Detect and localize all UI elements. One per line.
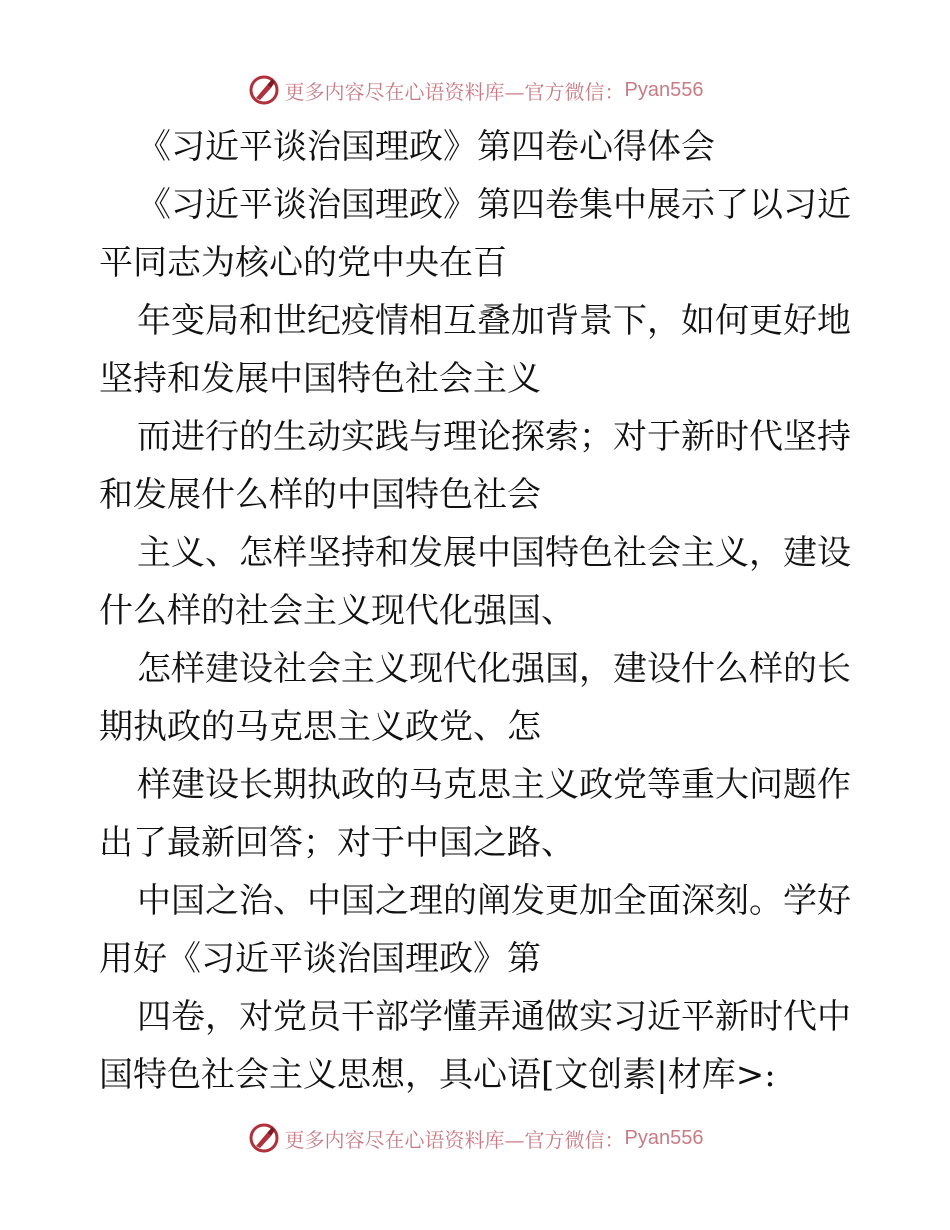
paragraph-line: 出了最新回答；对于中国之路、	[99, 823, 575, 863]
watermark-text: 更多内容尽在心语资料库—官方微信：	[284, 1127, 625, 1152]
paragraph-line: 年变局和世纪疫情相互叠加背景下，如何更好地	[137, 301, 851, 341]
watermark-text: 更多内容尽在心语资料库—官方微信：	[284, 79, 625, 104]
paragraph-line: 什么样的社会主义现代化强国、	[99, 591, 575, 631]
paragraph-line: 期执政的马克思主义政党、怎	[99, 707, 541, 747]
paragraph-line: 国特色社会主义思想，具心语[文创素|材库>:	[99, 1055, 776, 1095]
document-title: 《习近平谈治国理政》第四卷心得体会	[137, 127, 715, 167]
paragraph-line: 而进行的生动实践与理论探索；对于新时代坚持	[137, 417, 851, 457]
pen-nib-circle-icon	[247, 1121, 281, 1155]
document-body	[99, 118, 859, 1104]
paragraph-line: 样建设长期执政的马克思主义政党等重大问题作	[137, 765, 851, 805]
footer-watermark	[0, 1118, 950, 1158]
watermark-wechat-id: Pyan556	[624, 1126, 704, 1149]
paragraph-line: 主义、怎样坚持和发展中国特色社会主义，建设	[137, 533, 851, 573]
paragraph-line: 《习近平谈治国理政》第四卷集中展示了以习近	[137, 185, 851, 225]
paragraph-line: 四卷，对党员干部学懂弄通做实习近平新时代中	[137, 997, 851, 1037]
paragraph-line: 用好《习近平谈治国理政》第	[99, 939, 541, 979]
paragraph-line: 怎样建设社会主义现代化强国，建设什么样的长	[137, 649, 851, 689]
watermark-wechat-id: Pyan556	[624, 78, 704, 101]
pen-nib-circle-icon	[247, 73, 281, 107]
paragraph-line: 中国之治、中国之理的阐发更加全面深刻。学好	[137, 881, 851, 921]
paragraph-line: 和发展什么样的中国特色社会	[99, 475, 541, 515]
header-watermark	[0, 70, 950, 110]
paragraph-line: 平同志为核心的党中央在百	[99, 243, 507, 283]
paragraph-line: 坚持和发展中国特色社会主义	[99, 359, 541, 399]
